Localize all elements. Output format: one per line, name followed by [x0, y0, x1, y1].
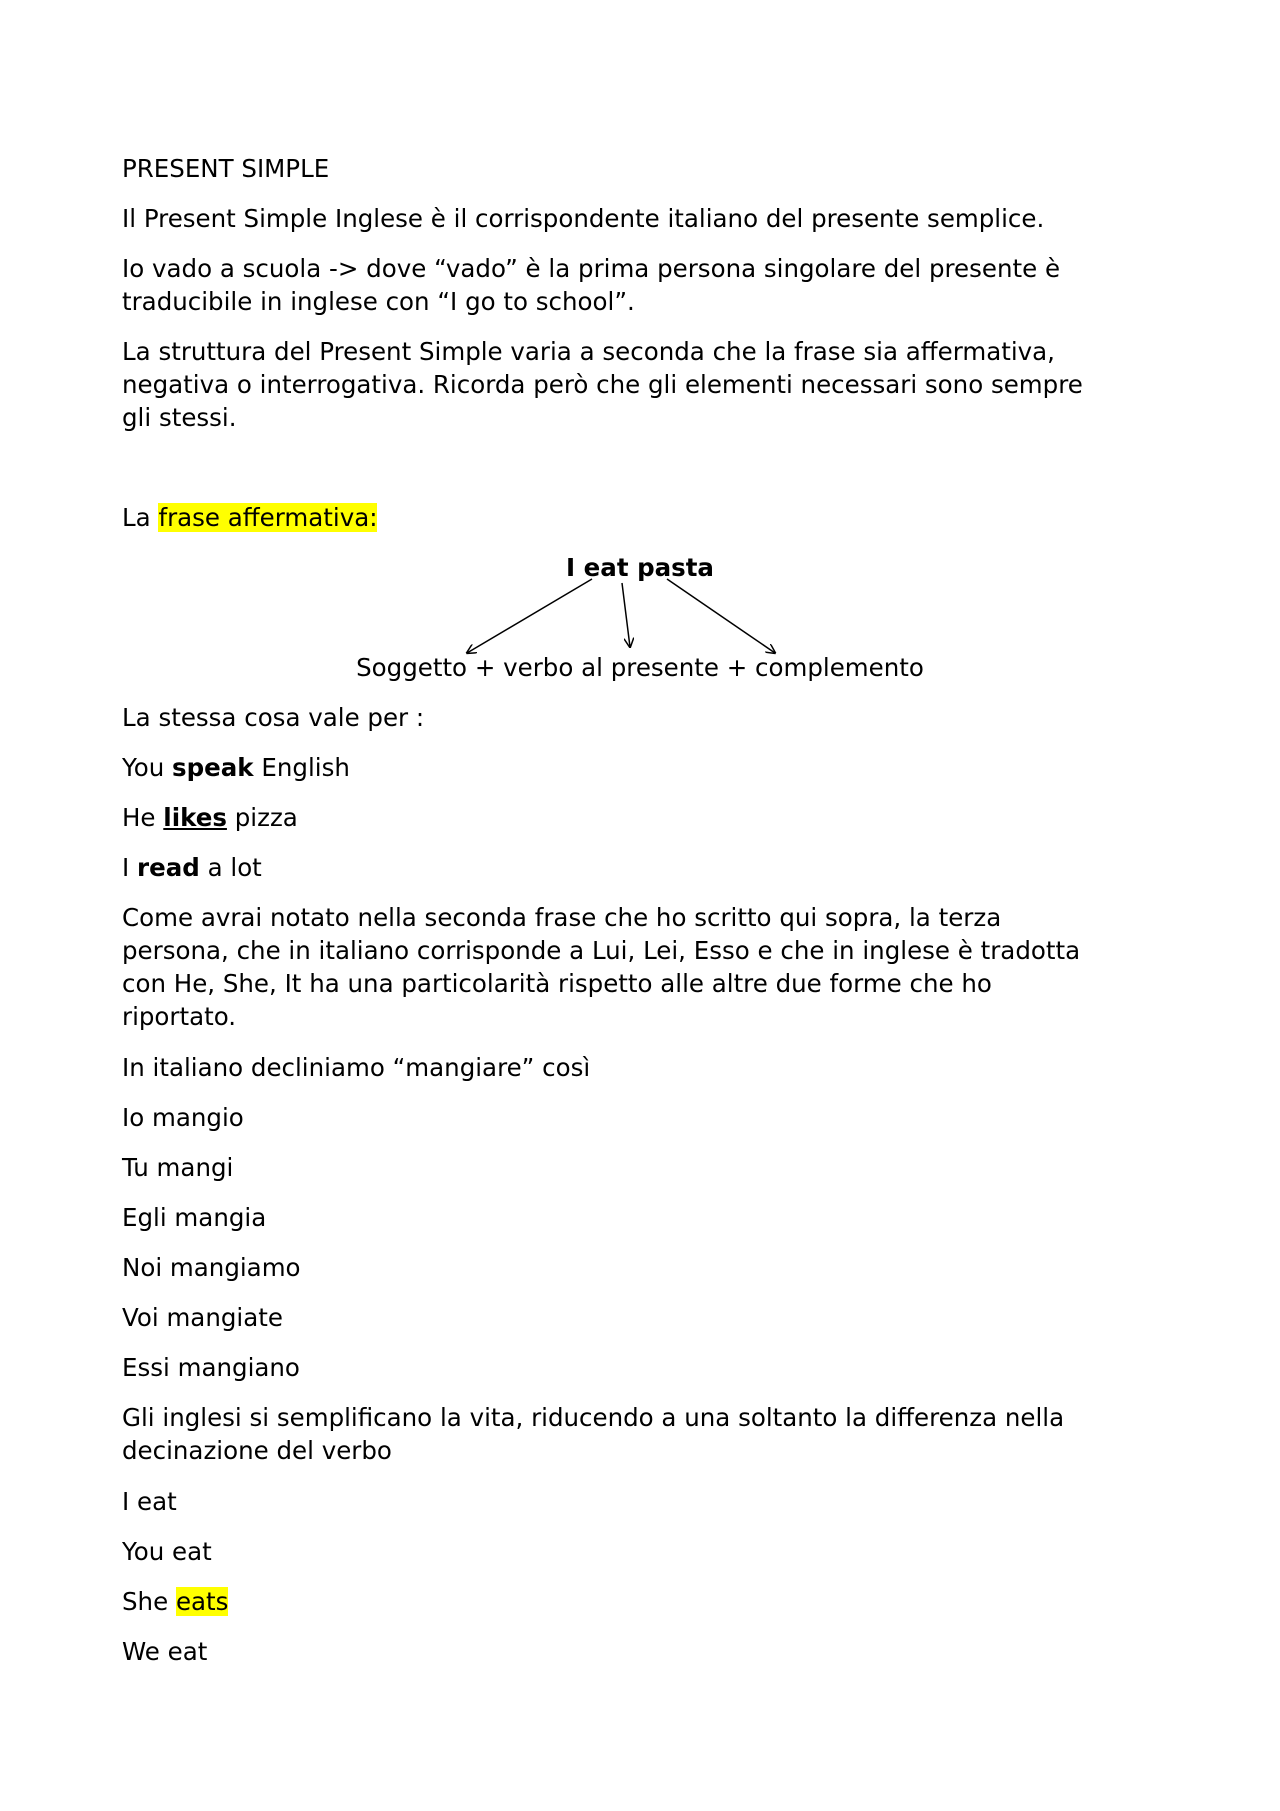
italian-conj-item: Voi mangiate: [122, 1303, 283, 1332]
page-title: PRESENT SIMPLE: [122, 154, 330, 183]
intro-paragraph: Il Present Simple Inglese è il corrispondente italiano del presente semplice.: [122, 204, 1045, 233]
english-intro-line-2: decinazione del verbo: [122, 1436, 392, 1465]
diagram-sentence: I eat pasta: [566, 553, 714, 582]
english-conj-she-subject: She: [122, 1587, 176, 1616]
example-read-subject: I: [122, 853, 138, 882]
example-likes-verb: likes: [163, 803, 227, 832]
example-likes: [122, 801, 298, 834]
affirmative-heading-prefix: La: [122, 503, 159, 532]
english-conj-she: [122, 1585, 228, 1618]
italian-intro: In italiano decliniamo “mangiare” così: [122, 1053, 591, 1082]
example-likes-subject: He: [122, 803, 164, 832]
example-speak: [122, 751, 350, 784]
third-person-line-2: persona, che in italiano corrisponde a Lui, Lei, Esso e che in inglese è tradotta: [122, 936, 1081, 965]
english-conj-we: We eat: [122, 1637, 208, 1666]
arrow-to-complement: [667, 579, 775, 653]
italian-conj-item: Egli mangia: [122, 1203, 267, 1232]
structure-paragraph-line-3: gli stessi.: [122, 403, 237, 432]
diagram-structure: Soggetto + verbo al presente + complemento: [356, 653, 924, 682]
example-read: [122, 851, 262, 884]
example-read-verb: read: [137, 853, 200, 882]
example-paragraph-line-1: Io vado a scuola -> dove “vado” è la prima persona singolare del presente è: [122, 254, 1061, 283]
structure-paragraph-line-1: La struttura del Present Simple varia a seconda che la frase sia affermativa,: [122, 337, 1055, 366]
italian-conj-item: Tu mangi: [122, 1153, 234, 1182]
english-intro-line-1: Gli inglesi si semplificano la vita, riducendo a una soltanto la differenza nella: [122, 1403, 1065, 1432]
arrow-to-subject: [467, 579, 592, 653]
italian-conj-item: Noi mangiamo: [122, 1253, 301, 1282]
third-person-line-3: con He, She, It ha una particolarità rispetto alle altre due forme che ho: [122, 969, 992, 998]
example-likes-object: pizza: [226, 803, 298, 832]
third-person-line-4: riportato.: [122, 1002, 237, 1031]
affirmative-heading-highlight: frase affermativa:: [158, 503, 378, 532]
italian-conj-item: Essi mangiano: [122, 1353, 300, 1382]
arrow-to-verb: [622, 583, 630, 647]
italian-conj-item: Io mangio: [122, 1103, 244, 1132]
example-speak-verb: speak: [172, 753, 254, 782]
same-thing-line: La stessa cosa vale per :: [122, 703, 425, 732]
example-speak-subject: You: [122, 753, 173, 782]
example-speak-object: English: [253, 753, 350, 782]
structure-paragraph-line-2: negativa o interrogativa. Ricorda però che gli elementi necessari sono sempre: [122, 370, 1083, 399]
english-conj-you: You eat: [122, 1537, 212, 1566]
third-person-line-1: Come avrai notato nella seconda frase che ho scritto qui sopra, la terza: [122, 903, 1002, 932]
example-paragraph-line-2: traducibile in inglese con “I go to school”.: [122, 287, 635, 316]
example-read-object: a lot: [199, 853, 262, 882]
english-conj-i: I eat: [122, 1487, 177, 1516]
english-conj-she-verb: eats: [175, 1587, 229, 1616]
